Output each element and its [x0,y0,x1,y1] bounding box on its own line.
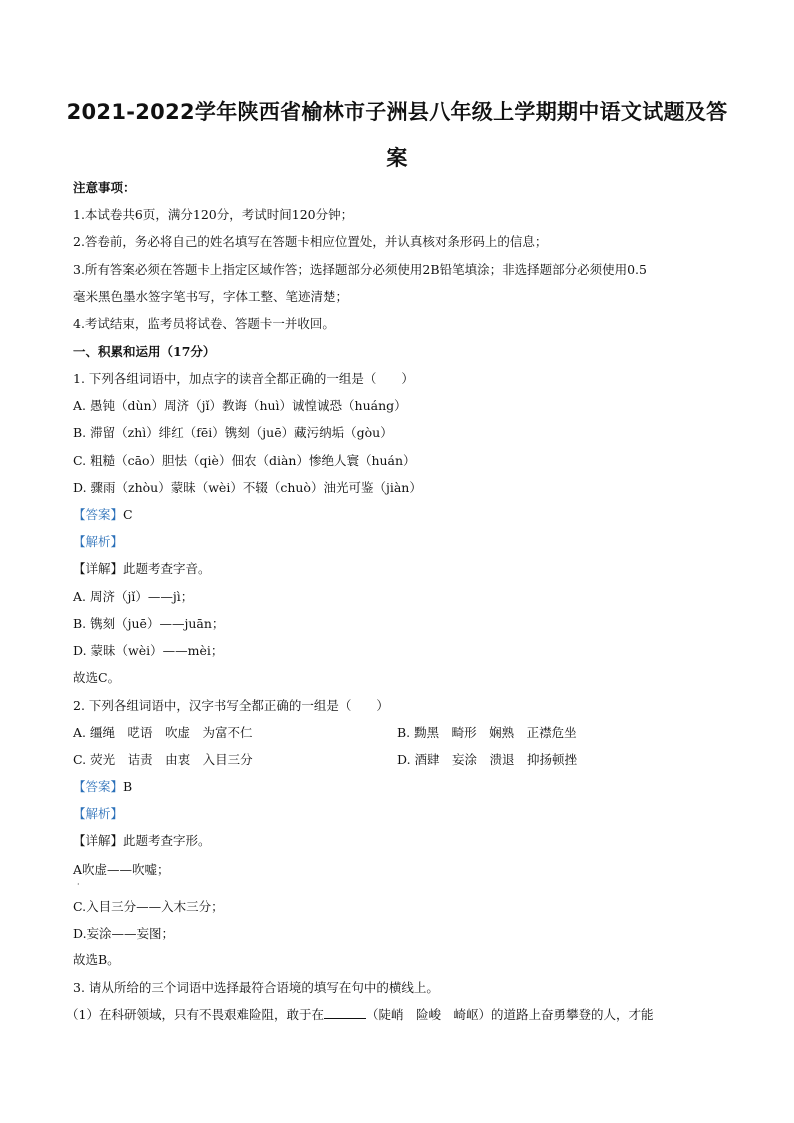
detail-tag: 【详解】 [73,561,124,576]
answer-value: B [123,779,133,794]
question-1-explanation: D. 蒙昧（wèi）——mèi； [73,643,224,658]
question-1-option-a: A. 愚钝（dùn）周济（jǐ）教诲（huì）诚惶诚恐（huáng） [73,398,407,413]
answer-tag: 【答案】 [73,507,124,522]
notice-item: 1.本试卷共6页，满分120分，考试时间120分钟； [73,207,354,222]
notice-item: 3.所有答案必须在答题卡上指定区域作答；选择题部分必须使用2B铅笔填涂；非选择题部分必须使用0.5 [73,262,647,277]
question-1-conclusion: 故选C。 [73,670,121,685]
fill-in-blank [324,1006,366,1019]
question-2-explanation: D.妄涂——妄图； [73,926,175,941]
question-2-option-c: C. 荧光 诘责 由衷 入目三分 [73,752,253,767]
question-1-stem: 1. 下列各组词语中，加点字的读音全都正确的一组是（ ） [73,371,414,386]
analysis-tag: 【解析】 [73,806,124,821]
notice-item: 4.考试结束，监考员将试卷、答题卡一并收回。 [73,316,335,331]
question-1-answer [73,506,133,524]
question-1-explanation: B. 镌刻（juē）——juān； [73,616,225,631]
sub-question-text-continued: （陡峭 险峻 崎岖）的道路上奋勇攀登的人，才能 [365,1007,654,1022]
notice-heading: 注意事项： [73,180,136,195]
section-heading: 一、积累和运用（17分） [73,344,216,359]
question-1-option-d: D. 骤雨（zhòu）蒙昧（wèi）不辍（chuò）油光可鉴（jiàn） [73,480,422,495]
question-1-option-c: C. 粗糙（cāo）胆怯（qiè）佃农（diàn）惨绝人寰（huán） [73,453,416,468]
answer-tag: 【答案】 [73,779,124,794]
detail-text: 此题考查字音。 [123,561,211,576]
answer-value: C [123,507,133,522]
question-3-sub-1 [66,1006,653,1024]
question-2-conclusion: 故选B。 [73,952,120,967]
question-1-explanation: A. 周济（jǐ）——jì； [73,589,194,604]
notice-item: 毫米黑色墨水签字笔书写，字体工整、笔迹清楚； [73,289,349,304]
question-2-option-a: A. 缰绳 呓语 吹虚 为富不仁 [73,725,253,740]
question-2-answer [73,778,132,796]
document-title: 2021-2022学年陕西省榆林市子洲县八年级上学期期中语文试题及答 [66,100,728,124]
notice-item: 2.答卷前，务必将自己的姓名填写在答题卡相应位置处，并认真核对条形码上的信息； [73,234,548,249]
detail-text: 此题考查字形。 [123,833,211,848]
detail-tag: 【详解】 [73,833,124,848]
question-3-stem: 3. 请从所给的三个词语中选择最符合语境的填写在句中的横线上。 [73,980,439,995]
question-2-explanation: C.入目三分——入木三分； [73,899,224,914]
question-2-option-d: D. 酒肆 妄涂 溃退 抑扬顿挫 [397,752,578,767]
question-2-detail [73,832,211,850]
sub-question-text: （1）在科研领域，只有不畏艰难险阻，敢于在 [66,1007,324,1022]
question-2-explanation: A吹虚——吹嘘； [73,862,170,877]
analysis-tag: 【解析】 [73,534,124,549]
document-title-continued: 案 [386,146,408,170]
stray-dot-mark: · [77,880,80,889]
question-2-stem: 2. 下列各组词语中，汉字书写全都正确的一组是（ ） [73,698,389,713]
question-2-option-b: B. 黝黑 畸形 娴熟 正襟危坐 [397,725,577,740]
question-1-detail [73,560,211,578]
question-1-option-b: B. 滞留（zhì）绯红（fēi）镌刻（juē）藏污纳垢（gòu） [73,425,393,440]
